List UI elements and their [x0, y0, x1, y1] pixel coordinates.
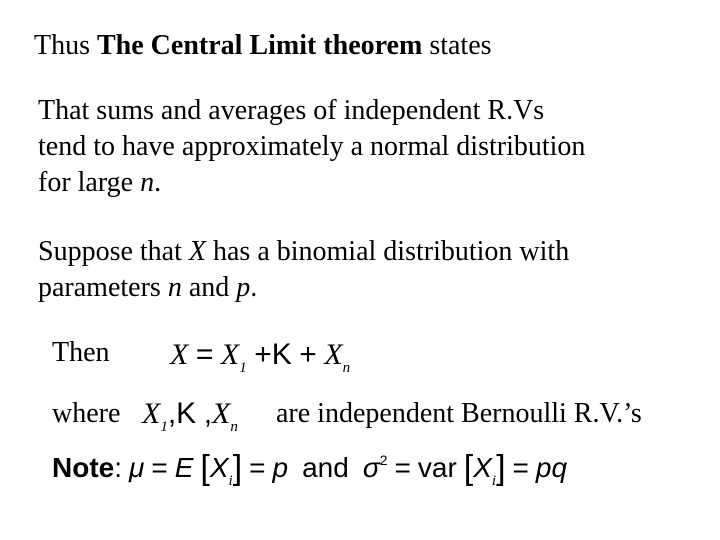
squared: 2	[379, 452, 388, 468]
note-colon: :	[114, 452, 123, 483]
note-label: Note	[52, 452, 115, 483]
seq-comma-2: ,	[203, 397, 213, 430]
seq-sub-1: 1	[160, 419, 168, 435]
left-bracket-2: [	[463, 449, 474, 487]
clt-line-2: tend to have approximately a normal distribution	[38, 131, 586, 162]
eq-xn: X	[324, 338, 343, 371]
eq-x1: X	[220, 338, 240, 371]
eq-equals: =	[195, 338, 214, 371]
where-sequence	[142, 397, 238, 436]
title-theorem-name: The Central Limit theorem	[97, 30, 423, 61]
binomial-mid: has a binomial distribution with	[213, 236, 570, 267]
seq-sub-n: n	[230, 419, 238, 435]
eq-plus-2: +	[299, 338, 317, 371]
xi-var-2: X	[473, 452, 492, 483]
seq-comma: ,	[167, 397, 177, 430]
clt-line-3-pre: for large	[38, 167, 134, 198]
p-var: p	[272, 452, 289, 483]
eq-sub-n: n	[342, 360, 351, 376]
clt-line-3	[38, 165, 698, 201]
note-line	[52, 449, 567, 490]
var-n: n	[140, 167, 155, 198]
var-word: var	[417, 452, 457, 483]
clt-statement	[38, 93, 698, 201]
var-n: n	[167, 272, 182, 303]
seq-xn: X	[212, 397, 231, 430]
title	[34, 30, 492, 62]
equals-2: =	[249, 452, 266, 483]
seq-x1: X	[142, 397, 161, 430]
sub-i-2: i	[491, 473, 497, 489]
eq-dots: K	[271, 338, 292, 371]
eq-sub-1: 1	[239, 360, 247, 376]
sum-equation	[170, 338, 350, 377]
left-bracket: [	[200, 449, 210, 487]
sigma-symbol: σ	[362, 452, 380, 483]
right-bracket-2: ]	[496, 449, 506, 487]
period: .	[250, 272, 258, 303]
right-bracket: ]	[232, 449, 243, 487]
var-x: X	[188, 236, 206, 267]
var-p: p	[236, 272, 251, 303]
binomial-line-2	[38, 270, 698, 306]
clt-line-1: That sums and averages of independent R.Vs	[38, 95, 545, 126]
title-lead: Thus	[34, 30, 90, 61]
mu-symbol: μ	[129, 452, 145, 483]
pq-var: pq	[535, 452, 568, 483]
equals-4: =	[512, 452, 529, 483]
where-label: where	[52, 398, 121, 429]
binomial-paragraph	[38, 234, 698, 306]
seq-dots: K	[176, 397, 197, 430]
title-tail: states	[429, 30, 492, 61]
eq-lhs: X	[170, 338, 189, 371]
and-word: and	[188, 272, 230, 303]
and-word: and	[302, 452, 349, 483]
equals-3: =	[394, 452, 411, 483]
period: .	[154, 167, 162, 198]
then-label: Then	[52, 337, 110, 368]
equals-1: =	[151, 452, 168, 483]
eq-plus: +	[254, 338, 272, 371]
binomial-line-1	[38, 234, 698, 270]
binomial-pre: Suppose that	[38, 236, 182, 267]
expectation-e: E	[174, 452, 194, 483]
sub-i: i	[228, 473, 233, 489]
binomial-params: parameters	[38, 272, 161, 303]
xi-var: X	[209, 452, 229, 483]
bernoulli-text: are independent Bernoulli R.V.’s	[276, 398, 642, 429]
